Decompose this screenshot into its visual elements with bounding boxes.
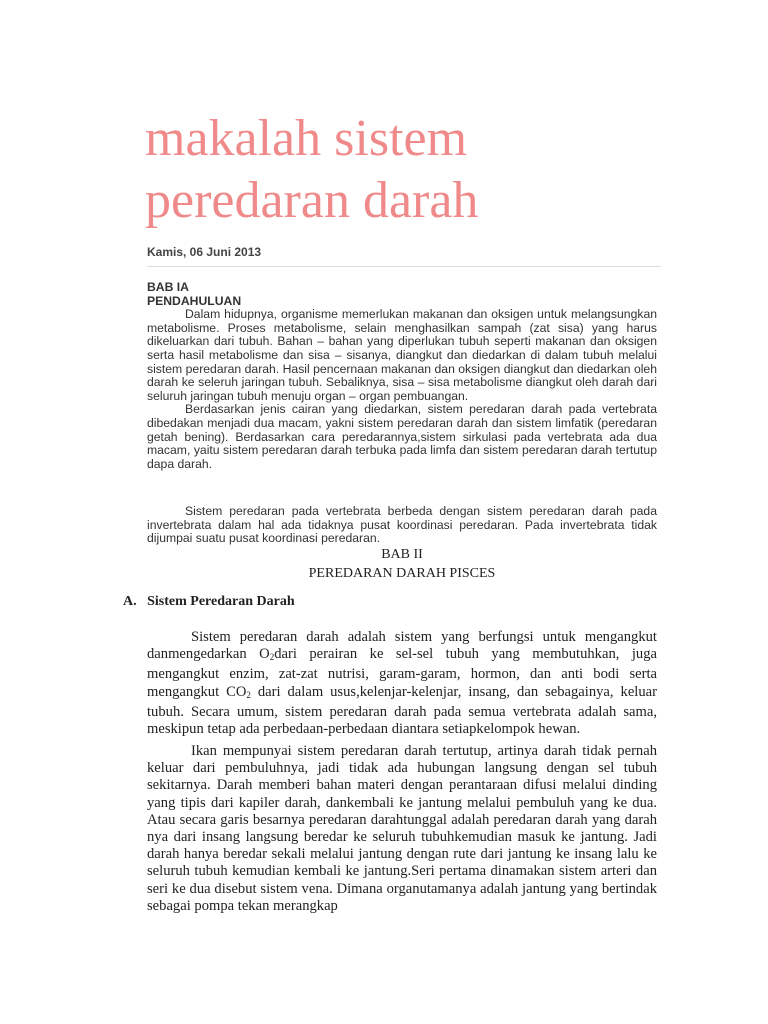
divider <box>147 266 661 267</box>
bab1-paragraph-3-block <box>147 505 657 546</box>
p1-subscript-2: 2 <box>246 689 251 700</box>
section-a-heading: A. Sistem Peredaran Darah <box>123 594 295 609</box>
bab1-heading: PENDAHULUAN <box>147 293 242 308</box>
bab1-paragraph-1: Dalam hidupnya, organisme memerlukan makanan dan oksigen untuk melangsungkan metabolisme. Proses metabolisme, selain menghasilkan sampah (zat sisa) yang harus dikeluarkan dari tubuh. Bahan – bahan yang diperlukan tubuh seperti makanan dan oksigen serta hasil metabolisme dan sisa – sisanya, diangkut dan diedarkan di dalam tubuh melalui sistem peredaran darah. Hasil pencernaan makanan dan oksigen diangkut dan diedarkan oleh darah ke seleruh jaringan tubuh. Sebaliknya, sisa – sisa metabolisme diangkut oleh darah dari seluruh jaringan tubuh menuju organ – organ pembuangan. <box>147 307 657 403</box>
bab2-label: BAB II <box>381 547 423 562</box>
title-line-2: peredaran darah <box>145 172 479 229</box>
title-line-1: makalah sistem <box>145 110 468 167</box>
p2-text: Ikan mempunyai sistem peredaran darah tertutup, artinya darah tidak pernah keluar dari pembuluhnya, jadi tidak ada hubungan langsung dengan sel tubuh sekitarnya. Darah memberi bahan materi dengan perantaraan difusi melalui dinding yang tipis dari kapiler darah, dankembali ke jantung melalui pembuluh yang ke dua. Atau secara garis besarnya peredaran darahtunggal adalah peredaran darah yang darah nya dari insang langsung beredar ke seluruh tubuhkemudian masuk ke jantung. Jadi darah hanya beredar sekali melalui jantung dengan rute dari jantung ke insang lalu ke seluruh tubuh kemudian kembali ke jantung.Seri pertama dinamakan sistem arteri dan seri ke dua disebut sistem vena. Dimana organutamanya adalah jantung yang bertindak sebagai pompa tekan merangkap <box>147 743 657 914</box>
bab2-paragraph-1 <box>147 629 657 738</box>
p1-text-c: dari dalam usus,kelenjar-kelenjar, insang, dan sebagainya, keluar tubuh. Secara umum, sistem peredaran darah pada semua vertebrata adalah sama, meskipun tetap ada perbedaan-perbedaan diantara setiapkelompok hewan. <box>147 683 657 738</box>
bab1-section <box>147 281 657 471</box>
document-title <box>145 108 665 232</box>
bab1-paragraph-3: Sistem peredaran pada vertebrata berbeda dengan sistem peredaran darah pada invertebrata dalam hal ada tidaknya pusat koordinasi peredaran. Pada invertebrata tidak dijumpai suatu pusat koordinasi peredaran. <box>147 504 657 546</box>
p1-text-a: Sistem peredaran darah adalah sistem yang berfungsi untuk mengangkut danmengedarkan O <box>147 629 657 663</box>
post-date: Kamis, 06 Juni 2013 <box>147 245 262 259</box>
bab2-paragraph-2 <box>147 743 657 915</box>
bab1-label: BAB IA <box>147 280 189 294</box>
bab2-heading: PEREDARAN DARAH PISCES <box>308 566 496 581</box>
p1-subscript-1: 2 <box>269 652 275 663</box>
bab1-paragraph-2: Berdasarkan jenis cairan yang diedarkan, sistem peredaran darah pada vertebrata dibedakan menjadi dua macam, yakni sistem peredaran darah dan sistem limfatik (peredaran getah bening). Berdasarkan cara peredarannya,sistem sirkulasi pada vertebrata ada dua macam, yaitu sistem peredaran darah terbuka pada limfa dan sistem peredaran darah tertutup dapa darah. <box>147 402 657 471</box>
p1-text-b: dari perairan ke sel-sel tubuh yang membutuhkan, juga mengangkut enzim, zat-zat nutrisi, garam-garam, hormon, dan anti bodi serta mengangkut CO <box>147 646 657 700</box>
